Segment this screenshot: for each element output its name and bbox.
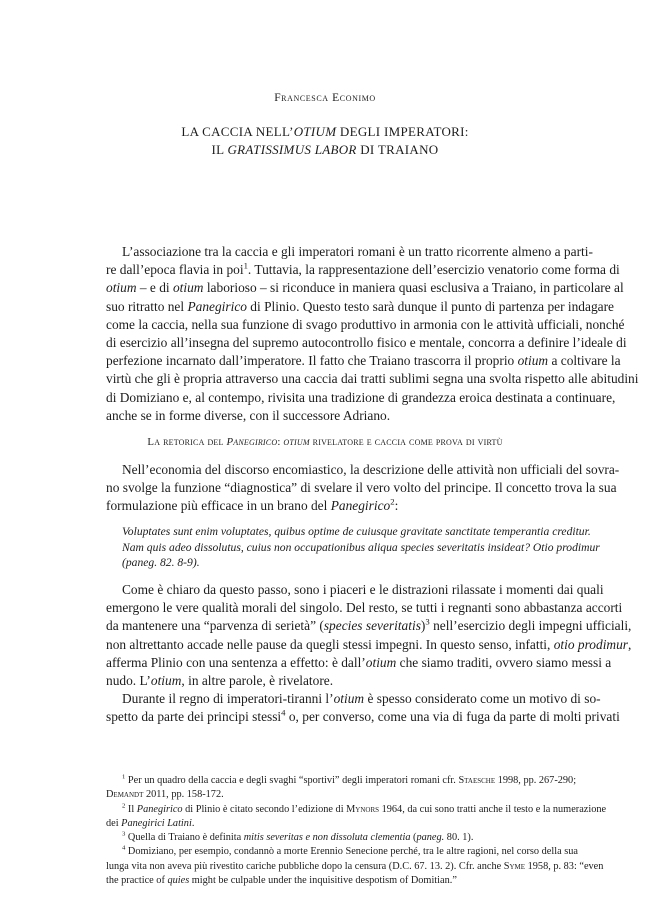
quote-line: Nam quis adeo dissolutus, cuius non occupationibus aliqua species severitatis insideat? Otio prodimur [122, 540, 600, 554]
footnote-ref-4[interactable]: 4 [281, 707, 286, 718]
footnote-2: $^2$ Il Panegirico di Plinio è citato secondo l’edizione di Mynors 1964, da cui sono tratti anche il testo e la numerazione [122, 802, 607, 815]
title-italic: GRATISSIMUS LABOR [227, 142, 357, 157]
abstract-line: suo ritratto nel Panegirico di Plinio. Questo testo sarà dunque il punto di partenza per indagare [106, 298, 614, 314]
paragraph-line: nudo. L’otium, in altre parole, è rivelatore. [106, 673, 334, 689]
footnote-number: 4 [122, 845, 126, 853]
paragraph-line: da mantenere una “parvenza di serietà” (species severitatis)$^3$ nell’esercizio degli impegni ufficiali, [106, 616, 632, 634]
quote-line: Voluptates sunt enim voluptates, quibus optime de cuiusque gravitate sanctitate temperantia creditur. [122, 525, 591, 538]
paragraph-line: formulazione più efficace in un brano del Panegirico$^2$: [106, 496, 399, 514]
footnote-4-cont: the practice of quies might be culpable under the inquisitive despotism of Domitian.” [106, 875, 457, 887]
paragraph-line: spetto da parte dei principi stessi$^4$ o, per converso, come una via di fuga da parte di molti privati [106, 707, 620, 725]
footnote-2-cont: dei Panegirici Latini. [106, 817, 195, 829]
footnote-3: $^3$ Quella di Traiano è definita mitis severitas e non dissoluta clementia (paneg. 80. 1). [122, 830, 474, 844]
title-text: DI TRAIANO [356, 142, 439, 157]
footnote-ref-2[interactable]: 2 [390, 496, 395, 507]
abstract-line: di Domiziano e, al contempo, rivisita una tradizione di grandezza eroica destinata a continuare, [106, 389, 616, 405]
footnote-number: 2 [122, 802, 126, 810]
abstract-line: come la caccia, nella sua funzione di svago produttivo in armonia con le attività ufficiali, nonché [106, 316, 625, 332]
title-text: DEGLI IMPERATORI: [336, 124, 469, 139]
paragraph-line: Nell’economia del discorso encomiastico, la descrizione delle attività non ufficiali del sovra- [122, 462, 620, 477]
footnote-4-cont: lunga vita non aveva più rivestito cariche pubbliche dopo la censura (D.C. 67. 13. 2). Cfr. anche Syme 1958, p. 83: “even [106, 860, 604, 872]
paragraph-line: no svolge la funzione “diagnostica” di svelare il vero volto del principe. Il concetto trova la sua [106, 480, 617, 496]
title-text: IL [211, 142, 228, 157]
quote-line: (paneg. 82. 8-9). [122, 556, 200, 570]
title-line-2 [0, 141, 650, 159]
abstract-line: di esercizio all’insegna del supremo autocontrollo fisico e mentale, concorra a definire l’ideale di [106, 335, 627, 351]
latin-quotation [122, 524, 600, 571]
title-italic: OTIUM [293, 124, 337, 139]
paragraph-line: emergono le vere qualità morali del singolo. Del resto, se tutti i regnanti sono abbastanza accorti [106, 600, 623, 616]
paragraph-line: Come è chiaro da questo passo, sono i piaceri e le distrazioni rilassate i momenti dai quali [122, 582, 604, 597]
footnote-number: 3 [122, 830, 126, 838]
body-paragraph-1 [106, 461, 620, 516]
footnote-ref-3[interactable]: 3 [425, 616, 430, 627]
abstract-line: perfezione incarnato dall’imperatore. Il fatto che Traiano trascorra il proprio otium a coltivare la [106, 353, 621, 369]
paragraph-line: afferma Plinio con una sentenza a effetto: è dall’otium che siamo traditi, ovvero siamo messi a [106, 654, 612, 670]
abstract-line: re dall’epoca flavia in poi$^1$. Tuttavia, la rappresentazione dell’esercizio venatorio come forma di [106, 260, 620, 278]
title-text: LA CACCIA NELL’ [181, 124, 294, 139]
footnote-ref-1[interactable]: 1 [243, 260, 248, 271]
footnote-4: $^4$ Domiziano, per esempio, condannò a morte Erennio Senecione perché, tra le altre ragioni, nel corso della sua [122, 845, 578, 858]
body-paragraph-2 [106, 581, 632, 727]
footnote-1-cont: Demandt 2011, pp. 158-172. [106, 789, 224, 801]
paragraph-line: Durante il regno di imperatori-tiranni l’otium è spesso considerato come un motivo di so- [122, 691, 601, 707]
title-line-1 [0, 123, 650, 141]
author-name: Francesca Econimo [274, 92, 376, 104]
section-heading: La retorica del Panegirico: otium rivelatore e caccia come prova di virtù [147, 436, 503, 448]
abstract-line: L’associazione tra la caccia e gli imperatori romani è un tratto ricorrente almeno a parti- [122, 244, 593, 259]
abstract-line: virtù che gli è propria attraverso una caccia dai tratti sublimi segna una svolta rispetto alle abitudini [106, 371, 639, 387]
abstract-line: anche se in forme diverse, con il successore Adriano. [106, 407, 391, 423]
footnotes [106, 773, 607, 888]
paragraph-line: non altrettanto accade nelle pause da quegli stessi impegni. In questo senso, infatti, otio prodimur, [106, 636, 632, 652]
footnote-number: 1 [122, 773, 126, 781]
abstract-paragraph [106, 243, 639, 425]
article-title [0, 123, 650, 159]
footnote-1: $^1$ Per un quadro della caccia e degli svaghi “sportivi” degli imperatori romani cfr. Staesche 1998, pp. 267-290; [122, 773, 577, 786]
abstract-line: otium – e di otium laborioso – si riconduce in maniera quasi esclusiva a Traiano, in particolare al [106, 280, 624, 296]
